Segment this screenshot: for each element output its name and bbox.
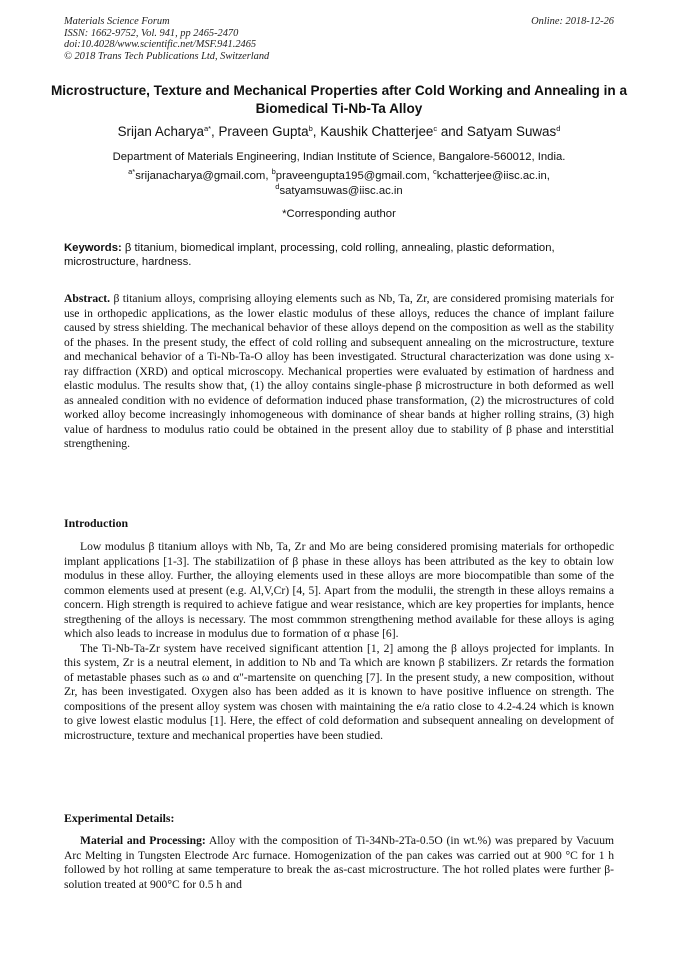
author-separator: , (211, 124, 219, 139)
email-list (30, 169, 648, 198)
author-marker: a* (203, 124, 212, 133)
corresponding-author-note: *Corresponding author (282, 208, 396, 220)
introduction-heading: Introduction (64, 516, 129, 530)
author-name: Praveen Gupta (218, 124, 309, 139)
email-line (30, 181, 648, 199)
experimental-paragraph (64, 834, 614, 892)
experimental-body (64, 834, 614, 892)
email-separator: , (426, 170, 433, 182)
email-marker: c (432, 167, 437, 176)
affiliation: Department of Materials Engineering, Indian Institute of Science, Bangalore-560012, India. (112, 151, 566, 163)
email-address[interactable]: satyamsuwas@iisc.ac.in (279, 184, 403, 197)
journal-name: Materials Science Forum (64, 16, 170, 27)
doi-line: doi:10.4028/www.scientific.net/MSF.941.2465 (64, 39, 257, 50)
issn-line: ISSN: 1662-9752, Vol. 941, pp 2465-2470 (64, 27, 239, 39)
author-separator: and (437, 124, 467, 139)
keywords (64, 241, 614, 270)
email-marker: a* (128, 167, 136, 176)
copyright-line: © 2018 Trans Tech Publications Ltd, Switzerland (64, 50, 270, 62)
email-marker: d (275, 181, 280, 191)
abstract-label: Abstract. (64, 292, 111, 305)
email-separator: , (546, 170, 550, 182)
author-separator: , (312, 124, 321, 139)
experimental-heading: Experimental Details: (64, 811, 175, 825)
author-marker: c (433, 124, 438, 133)
author-name: Satyam Suwas (466, 124, 557, 139)
email-address[interactable]: srijanacharya@gmail.com (135, 170, 266, 182)
author-name: Kaushik Chatterjee (320, 124, 434, 139)
introduction-paragraph: The Ti-Nb-Ta-Zr system have received significant attention [1, 2] among the β alloys projected for implants. In this system, Zr is a neutral element, in addition to Nb and Ta which are known β stabilizers. Zr retards the formation of metastable phases such as ω and α"-martensite on quenching [7]. In the present study, a new composition, without Zr, has been investigated. Oxygen also has been added as it is known to have positive influence on strength. The compositions of the present alloy system was chosen with maintaining the e/a ratio close to 4.2-4.24 which is known to give lowest elastic modulus [1]. Here, the effect of cold deformation and subsequent annealing on development of microstructure, texture and mechanical properties have been studied. (64, 641, 614, 742)
online-date: Online: 2018-12-26 (531, 16, 614, 27)
author-marker: d (556, 124, 561, 133)
experimental-lead: Material and Processing: (80, 834, 206, 847)
author-name: Srijan Acharya (117, 124, 204, 139)
abstract (64, 292, 614, 452)
paper-title: Microstructure, Texture and Mechanical Properties after Cold Working and Annealing in a Biomedical Ti-Nb-Ta Alloy (50, 83, 628, 116)
journal-header (64, 16, 269, 62)
author-list (20, 123, 658, 140)
author-marker: b (308, 124, 313, 133)
abstract-text: β titanium alloys, comprising alloying elements such as Nb, Ta, Zr, are considered promising materials for use in orthopedic applications, as the lower elastic modulus of these alloys, reduces the chance of implant failure caused by stress shielding. The mechanical behavior of these alloys depend on the composition as well as the stability of the phases. In the present study, the effect of cold rolling and subsequent annealing on the microstructure, texture and mechanical behavior of a Ti-Nb-Ta-O alloy has been investigated. Structural characterization was done using x-ray diffraction (XRD) and optical microscopy. Mechanical properties were evaluated by estimation of hardness and elastic modulus. The results show that, (1) the alloy contains single-phase β microstructure in both deformed as well as annealed condition with no evidence of deformation induced phase transformation, (2) the microstructures of cold worked alloy become increasingly inhomogeneous with dominance of shear bands at higher rolling strains, (3) high value of hardness to modulus ratio could be obtained in the present alloy due to stability of β phase and interstitial strengthening. (64, 292, 614, 450)
keywords-text: β titanium, biomedical implant, processing, cold rolling, annealing, plastic deformation, microstructure, hardness. (64, 242, 555, 269)
email-line (30, 169, 648, 184)
experimental-text: Alloy with the composition of Ti-34Nb-2Ta-0.5O (in wt.%) was prepared by Vacuum Arc Melting in Tungsten Electrode Arc furnace. Homogenization of the pan cakes was carried out at 900 °C for 1 h followed by hot rolling at same temperature to break the as-cast microstructure. The hot rolled plates were further β-solution treated at 900°C for 0.5 h and (64, 834, 615, 891)
keywords-label: Keywords: (64, 242, 122, 254)
email-separator: , (265, 170, 272, 182)
email-address[interactable]: praveengupta195@gmail.com (275, 170, 427, 182)
introduction-body (64, 540, 614, 743)
introduction-paragraph: Low modulus β titanium alloys with Nb, Ta, Zr and Mo are being considered promising materials for orthopedic implant applications [1-3]. The stabilizatiion of β phase in these alloys has been attributed as the key to obtain low modulus in these alloy. Further, the alloying elements used in these alloys are more biocompatible than some of the common elements used at present (e.g. Al,V,Cr) [4, 5]. Apart from the modulii, the strength in these alloys remains a concern. High strength is required to achieve fatigue and wear resistance, which are key properties for implants, hence stregthening of the alloys is necessary. The most commmon strengthening method available for these alloys is aging which also leads to increase in modulus due to formation of α phase [6]. (64, 540, 614, 640)
email-address[interactable]: kchatterjee@iisc.ac.in (436, 170, 547, 182)
email-marker: b (271, 167, 276, 176)
